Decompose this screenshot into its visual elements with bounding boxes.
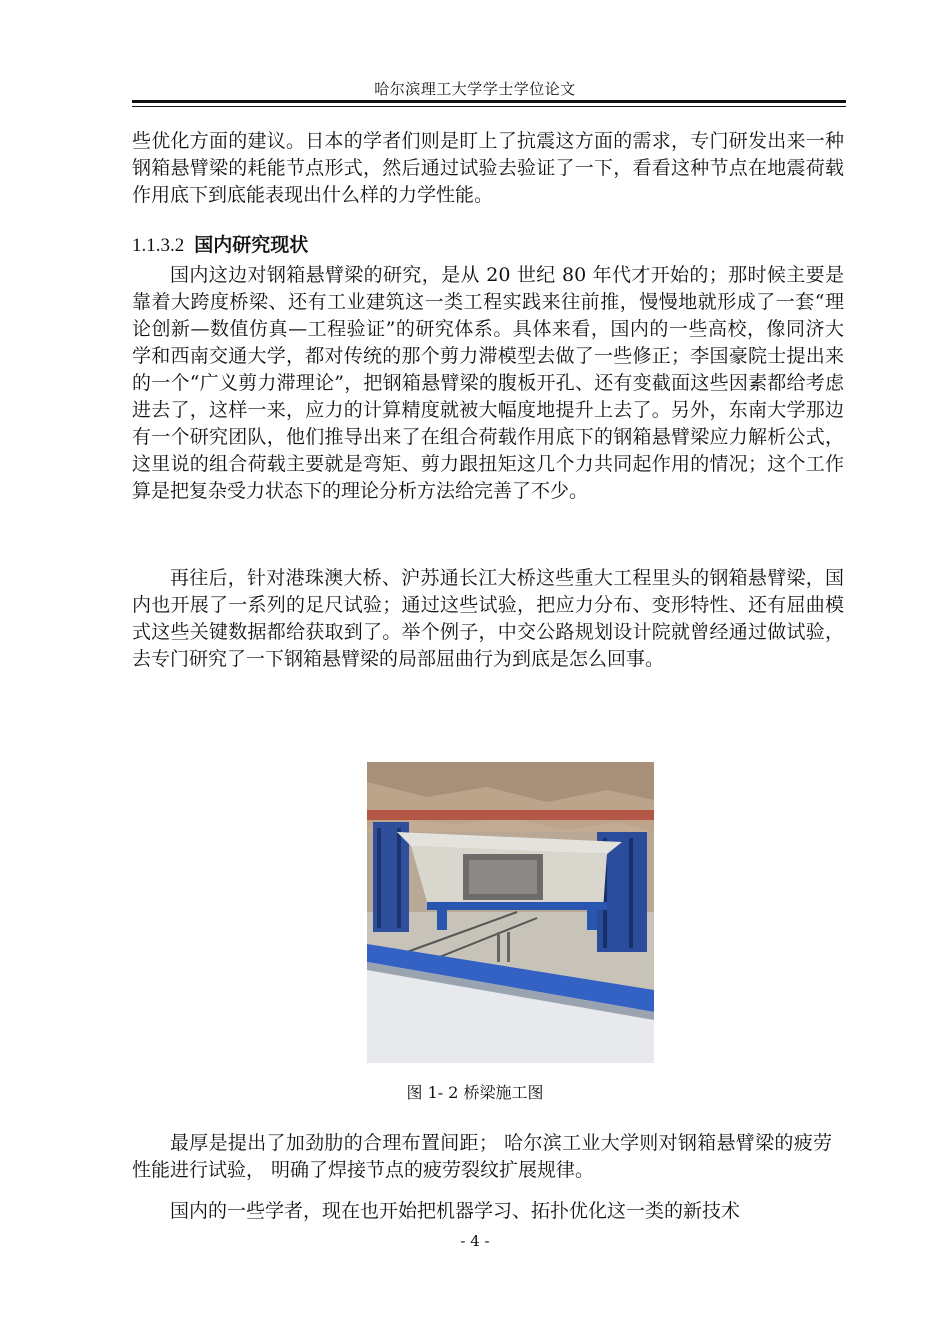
figure-caption: 图 1- 2 桥梁施工图: [406, 1083, 544, 1102]
paragraph-3: 再往后，针对港珠澳大桥、沪苏通长江大桥这些重大工程里头的钢箱悬臂梁，国内也开展了一系列的足尺试验；通过这些试验，把应力分布、变形特性、还有屈曲模式这些关键数据都给获取到了。举个例子，中交公路规划设计院就曾经通过做试验，去专门研究了一下钢箱悬臂梁的局部屈曲行为到底是怎么回事。: [132, 567, 844, 670]
header-title: 哈尔滨理工大学学士学位论文: [374, 80, 576, 98]
paragraph-5: 国内的一些学者，现在也开始把机器学习、拓扑优化这一类的新技术: [170, 1200, 741, 1222]
header-rule-thick: [132, 100, 846, 103]
header-rule-thin: [132, 106, 846, 107]
paragraph-4: 最厚是提出了加劲肋的合理布置间距； 哈尔滨工业大学则对钢箱悬臂梁的疲劳性能进行试验， 明确了焊接节点的疲劳裂纹扩展规律。: [132, 1132, 832, 1181]
page-number: - 4 -: [460, 1232, 490, 1250]
section-title: 国内研究现状: [194, 234, 309, 256]
paragraph-1: 些优化方面的建议。日本的学者们则是盯上了抗震这方面的需求，专门研发出来一种钢箱悬臂梁的耗能节点形式，然后通过试验去验证了一下，看看这种节点在地震荷载作用底下到底能表现出什么样的力学性能。: [132, 130, 844, 206]
section-heading: [132, 232, 308, 259]
paragraph-2: 国内这边对钢箱悬臂梁的研究，是从 20 世纪 80 年代才开始的；那时候主要是靠着大跨度桥梁、还有工业建筑这一类工程实践来往前推，慢慢地就形成了一套“理论创新—数值仿真—工程验证”的研究体系。具体来看，国内的一些高校，像同济大学和西南交通大学，都对传统的那个剪力滞模型去做了一些修正；李国豪院士提出来的一个“广义剪力滞理论”，把钢箱悬臂梁的腹板开孔、还有变截面这些因素都给考虑进去了，这样一来，应力的计算精度就被大幅度地提升上去了。另外，东南大学那边有一个研究团队，他们推导出来了在组合荷载作用底下的钢箱悬臂梁应力解析公式，这里说的组合荷载主要就是弯矩、剪力跟扭矩这几个力共同起作用的情况；这个工作算是把复杂受力状态下的理论分析方法给完善了不少。: [132, 264, 844, 502]
section-number: 1.1.3.2: [132, 235, 185, 256]
bridge-construction-photo: [367, 762, 654, 1063]
